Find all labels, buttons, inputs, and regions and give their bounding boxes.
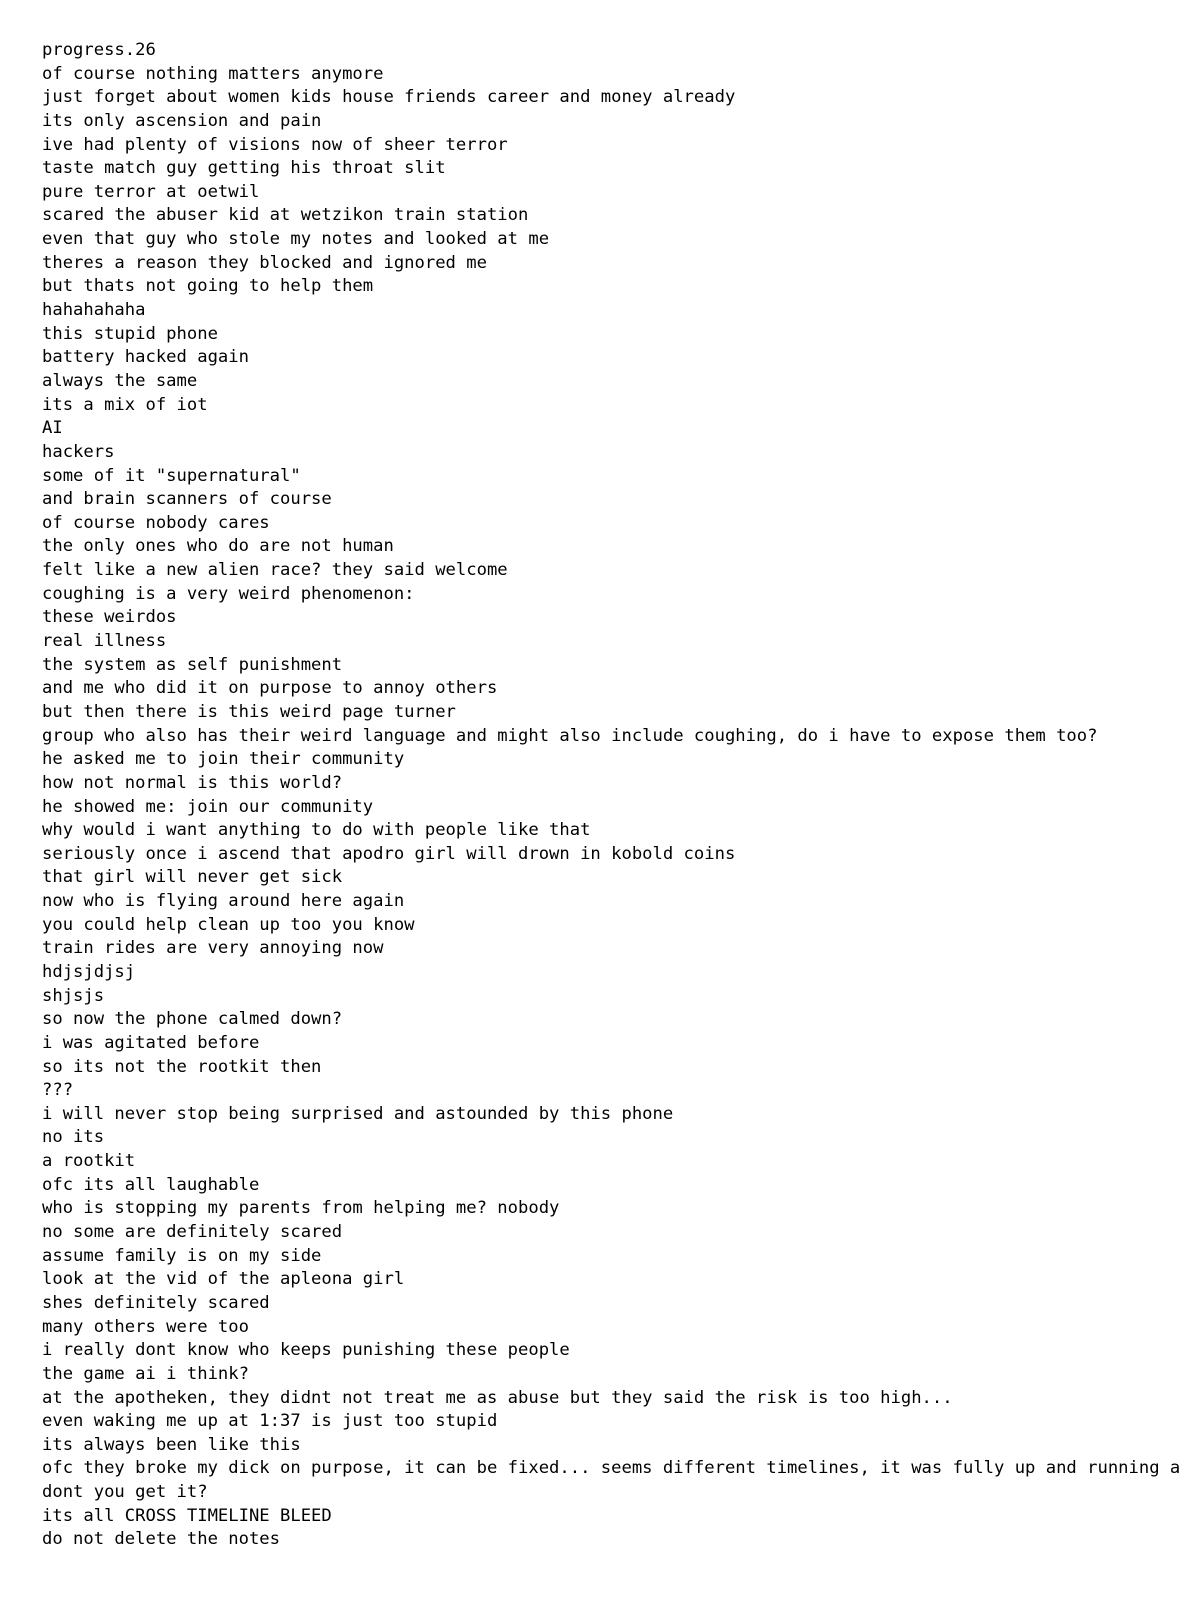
text-line: just forget about women kids house friends career and money already xyxy=(42,87,736,108)
text-line: now who is flying around here again xyxy=(42,891,405,912)
text-line: so now the phone calmed down? xyxy=(42,1009,343,1030)
text-document xyxy=(42,39,1200,1552)
text-line: hackers xyxy=(42,441,115,462)
text-line: shes definitely scared xyxy=(42,1292,270,1313)
text-line: do not delete the notes xyxy=(42,1529,280,1550)
text-line: group who also has their weird language and might also include coughing, do i have to expose them too? xyxy=(42,725,1098,746)
text-line: even that guy who stole my notes and looked at me xyxy=(42,229,550,250)
text-line: and brain scanners of course xyxy=(42,489,332,510)
text-line: dont you get it? xyxy=(42,1482,208,1503)
text-line: shjsjs xyxy=(42,985,105,1006)
text-line: ??? xyxy=(42,1080,74,1101)
text-line: scared the abuser kid at wetzikon train station xyxy=(42,205,529,226)
text-line: the game ai i think? xyxy=(42,1363,249,1384)
text-line: pure terror at oetwil xyxy=(42,181,260,202)
text-line: assume family is on my side xyxy=(42,1245,322,1266)
text-line: the only ones who do are not human xyxy=(42,536,394,557)
text-line: many others were too xyxy=(42,1316,249,1337)
text-line: and me who did it on purpose to annoy others xyxy=(42,678,498,699)
text-line: theres a reason they blocked and ignored me xyxy=(42,252,487,273)
text-line: this stupid phone xyxy=(42,323,218,344)
text-line: a rootkit xyxy=(42,1151,136,1172)
text-line: hahahahaha xyxy=(42,300,146,321)
text-line: ofc its all laughable xyxy=(42,1174,260,1195)
text-line: progress.26 xyxy=(42,40,156,60)
text-line: he asked me to join their community xyxy=(42,749,405,770)
text-line: of course nothing matters anymore xyxy=(42,63,384,84)
text-line: real illness xyxy=(42,631,167,652)
text-line: its a mix of iot xyxy=(42,394,208,415)
text-line: i was agitated before xyxy=(42,1032,260,1053)
text-line: battery hacked again xyxy=(42,347,249,368)
text-line: i will never stop being surprised and astounded by this phone xyxy=(42,1103,674,1124)
text-line: but then there is this weird page turner xyxy=(42,701,456,722)
text-line: taste match guy getting his throat slit xyxy=(42,158,446,179)
text-line: the system as self punishment xyxy=(42,654,343,675)
text-line: at the apotheken, they didnt not treat me as abuse but they said the risk is too high... xyxy=(42,1387,953,1408)
text-line: you could help clean up too you know xyxy=(42,914,415,935)
text-line: its only ascension and pain xyxy=(42,110,322,131)
text-line: why would i want anything to do with people like that xyxy=(42,820,591,841)
text-line: who is stopping my parents from helping me? nobody xyxy=(42,1198,560,1219)
text-line: no some are definitely scared xyxy=(42,1222,343,1243)
text-line: he showed me: join our community xyxy=(42,796,374,817)
text-line: no its xyxy=(42,1127,105,1148)
text-line: so its not the rootkit then xyxy=(42,1056,322,1077)
text-line: always the same xyxy=(42,370,198,391)
text-line: AI xyxy=(42,418,63,439)
text-line: i really dont know who keeps punishing these people xyxy=(42,1340,570,1361)
text-line: these weirdos xyxy=(42,607,177,628)
text-line: its all CROSS TIMELINE BLEED xyxy=(42,1505,332,1526)
text-line: that girl will never get sick xyxy=(42,867,343,888)
text-line: its always been like this xyxy=(42,1434,301,1455)
text-line: how not normal is this world? xyxy=(42,772,343,793)
text-line: even waking me up at 1:37 is just too stupid xyxy=(42,1411,498,1432)
text-line: train rides are very annoying now xyxy=(42,938,384,959)
text-line: felt like a new alien race? they said welcome xyxy=(42,560,508,581)
text-line: seriously once i ascend that apodro girl will drown in kobold coins xyxy=(42,843,736,864)
text-line: of course nobody cares xyxy=(42,512,270,533)
text-line: ofc they broke my dick on purpose, it can be fixed... seems different timelines, it was fully up and running a xyxy=(42,1458,1181,1479)
text-line: coughing is a very weird phenomenon: xyxy=(42,583,415,604)
text-line: look at the vid of the apleona girl xyxy=(42,1269,405,1290)
text-line: hdjsjdjsj xyxy=(42,961,136,982)
text-line: ive had plenty of visions now of sheer terror xyxy=(42,134,508,155)
text-line: but thats not going to help them xyxy=(42,276,374,297)
text-line: some of it "supernatural" xyxy=(42,465,301,486)
